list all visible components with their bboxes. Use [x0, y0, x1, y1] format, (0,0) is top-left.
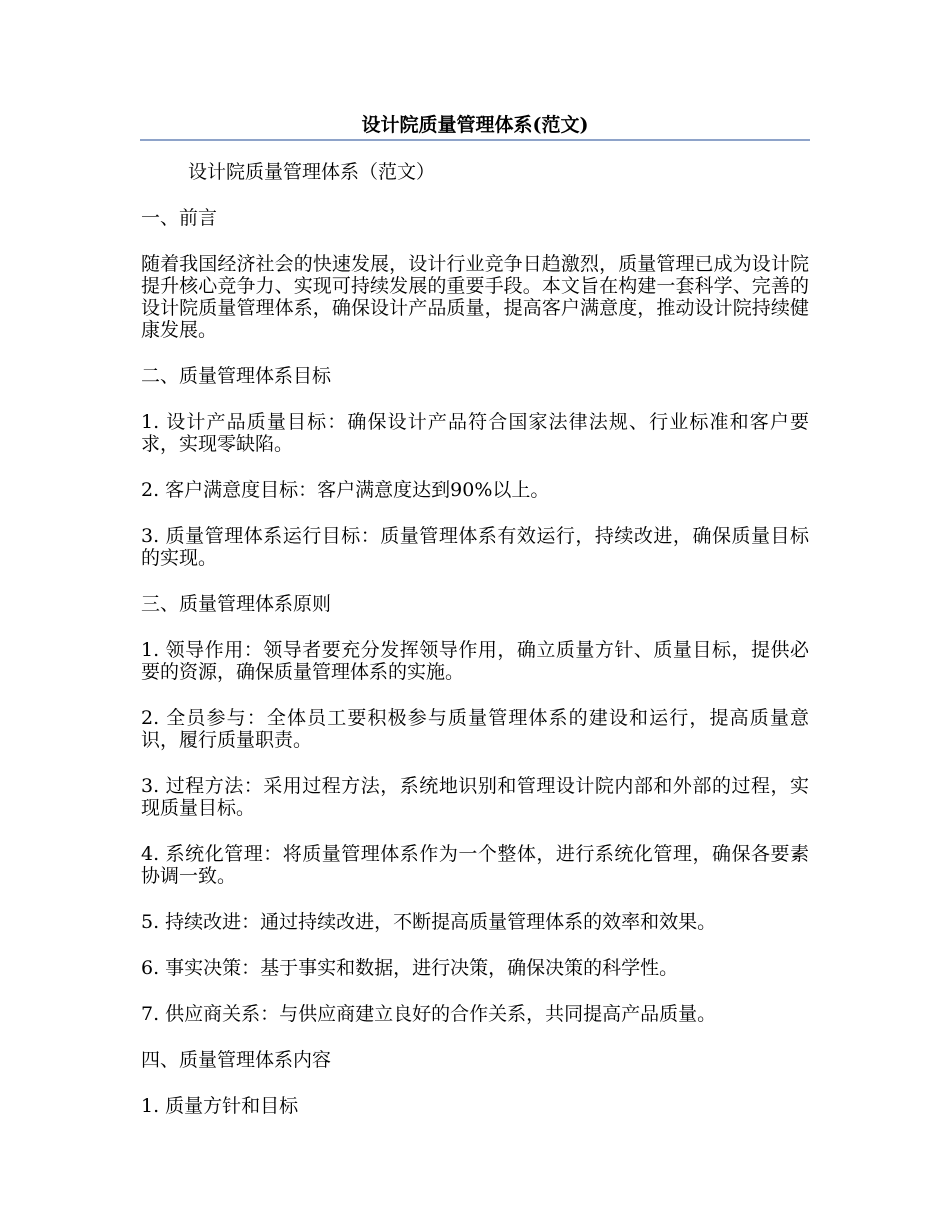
goal-item: 1. 设计产品质量目标：确保设计产品符合国家法律法规、行业标准和客户要求，实现零缺陷。	[141, 411, 809, 455]
principle-item: 6. 事实决策：基于事实和数据，进行决策，确保决策的科学性。	[141, 957, 679, 979]
principle-item: 1. 领导作用：领导者要充分发挥领导作用，确立质量方针、质量目标，提供必要的资源，确保质量管理体系的实施。	[141, 639, 809, 683]
document-body	[141, 161, 809, 1141]
document-title: 设计院质量管理体系(范文)	[361, 114, 589, 136]
goal-item: 3. 质量管理体系运行目标：质量管理体系有效运行，持续改进，确保质量目标的实现。	[141, 525, 809, 569]
title-underline	[140, 139, 810, 141]
principle-item: 5. 持续改进：通过持续改进，不断提高质量管理体系的效率和效果。	[141, 911, 717, 933]
principle-item: 7. 供应商关系：与供应商建立良好的合作关系，共同提高产品质量。	[141, 1003, 717, 1025]
section-heading-goals: 二、质量管理体系目标	[141, 365, 332, 387]
principle-item: 2. 全员参与：全体员工要积极参与质量管理体系的建设和运行，提高质量意识，履行质量职责。	[141, 707, 809, 751]
section-heading-preface: 一、前言	[141, 207, 218, 229]
preface-paragraph: 随着我国经济社会的快速发展，设计行业竞争日趋激烈，质量管理已成为设计院提升核心竞争力、实现可持续发展的重要手段。本文旨在构建一套科学、完善的设计院质量管理体系，确保设计产品质量，提高客户满意度，推动设计院持续健康发展。	[141, 253, 809, 341]
principle-item: 4. 系统化管理：将质量管理体系作为一个整体，进行系统化管理，确保各要素协调一致。	[141, 843, 809, 887]
goal-item: 2. 客户满意度目标：客户满意度达到90%以上。	[141, 479, 550, 501]
section-heading-principles: 三、质量管理体系原则	[141, 593, 332, 615]
principle-item: 3. 过程方法：采用过程方法，系统地识别和管理设计院内部和外部的过程，实现质量目标。	[141, 775, 809, 819]
subtitle-paragraph: 设计院质量管理体系（范文）	[188, 161, 436, 183]
section-heading-content: 四、质量管理体系内容	[141, 1049, 332, 1071]
content-item: 1. 质量方针和目标	[141, 1095, 299, 1117]
